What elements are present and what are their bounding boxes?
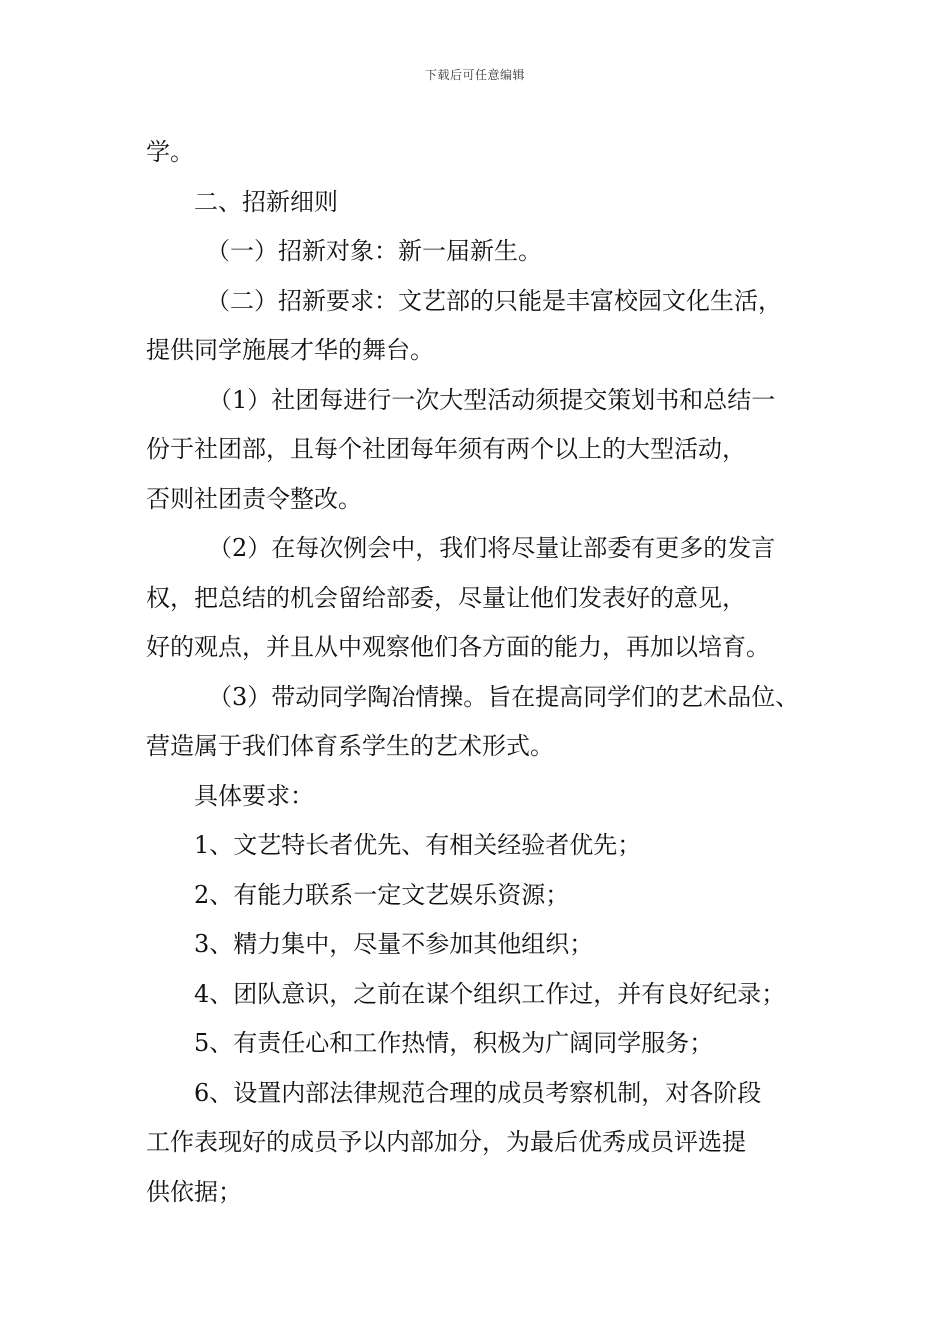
document-body: [146, 128, 826, 1217]
page-header: 下载后可任意编辑: [424, 68, 525, 82]
text-line: （二）招新要求：文艺部的只能是丰富校园文化生活，: [206, 286, 782, 315]
text-line: 份于社团部，且每个社团每年须有两个以上的大型活动，: [146, 435, 746, 463]
text-line: 提供同学施展才华的舞台。: [146, 336, 434, 364]
list-item: 3、精力集中，尽量不参加其他组织；: [194, 930, 594, 958]
text-line: （1）社团每进行一次大型活动须提交策划书和总结一: [208, 385, 776, 414]
text-line: 供依据；: [146, 1177, 242, 1206]
list-item: 1、文艺特长者优先、有相关经验者优先；: [194, 831, 642, 859]
list-item: 6、设置内部法律规范合理的成员考察机制，对各阶段: [194, 1078, 762, 1107]
text-line: 具体要求：: [194, 781, 314, 810]
text-line: （一）招新对象：新一届新生。: [206, 237, 542, 265]
section-heading: 二、招新细则: [194, 187, 338, 216]
list-item: 5、有责任心和工作热情，积极为广阔同学服务；: [194, 1029, 714, 1057]
text-line: 权，把总结的机会留给部委，尽量让他们发表好的意见，: [146, 583, 746, 612]
text-line: 学。: [146, 138, 194, 166]
list-item: 4、团队意识，之前在谋个组织工作过，并有良好纪录；: [194, 979, 786, 1008]
list-item: 2、有能力联系一定文艺娱乐资源；: [194, 880, 570, 909]
text-line: （2）在每次例会中，我们将尽量让部委有更多的发言: [208, 534, 776, 562]
text-line: （3）带动同学陶冶情操。旨在提高同学们的艺术品位、: [208, 682, 800, 711]
text-line: 好的观点，并且从中观察他们各方面的能力，再加以培育。: [146, 633, 770, 661]
text-line: 营造属于我们体育系学生的艺术形式。: [146, 732, 554, 760]
text-line: 工作表现好的成员予以内部加分，为最后优秀成员评选提: [146, 1128, 746, 1156]
text-line: 否则社团责令整改。: [146, 484, 362, 513]
